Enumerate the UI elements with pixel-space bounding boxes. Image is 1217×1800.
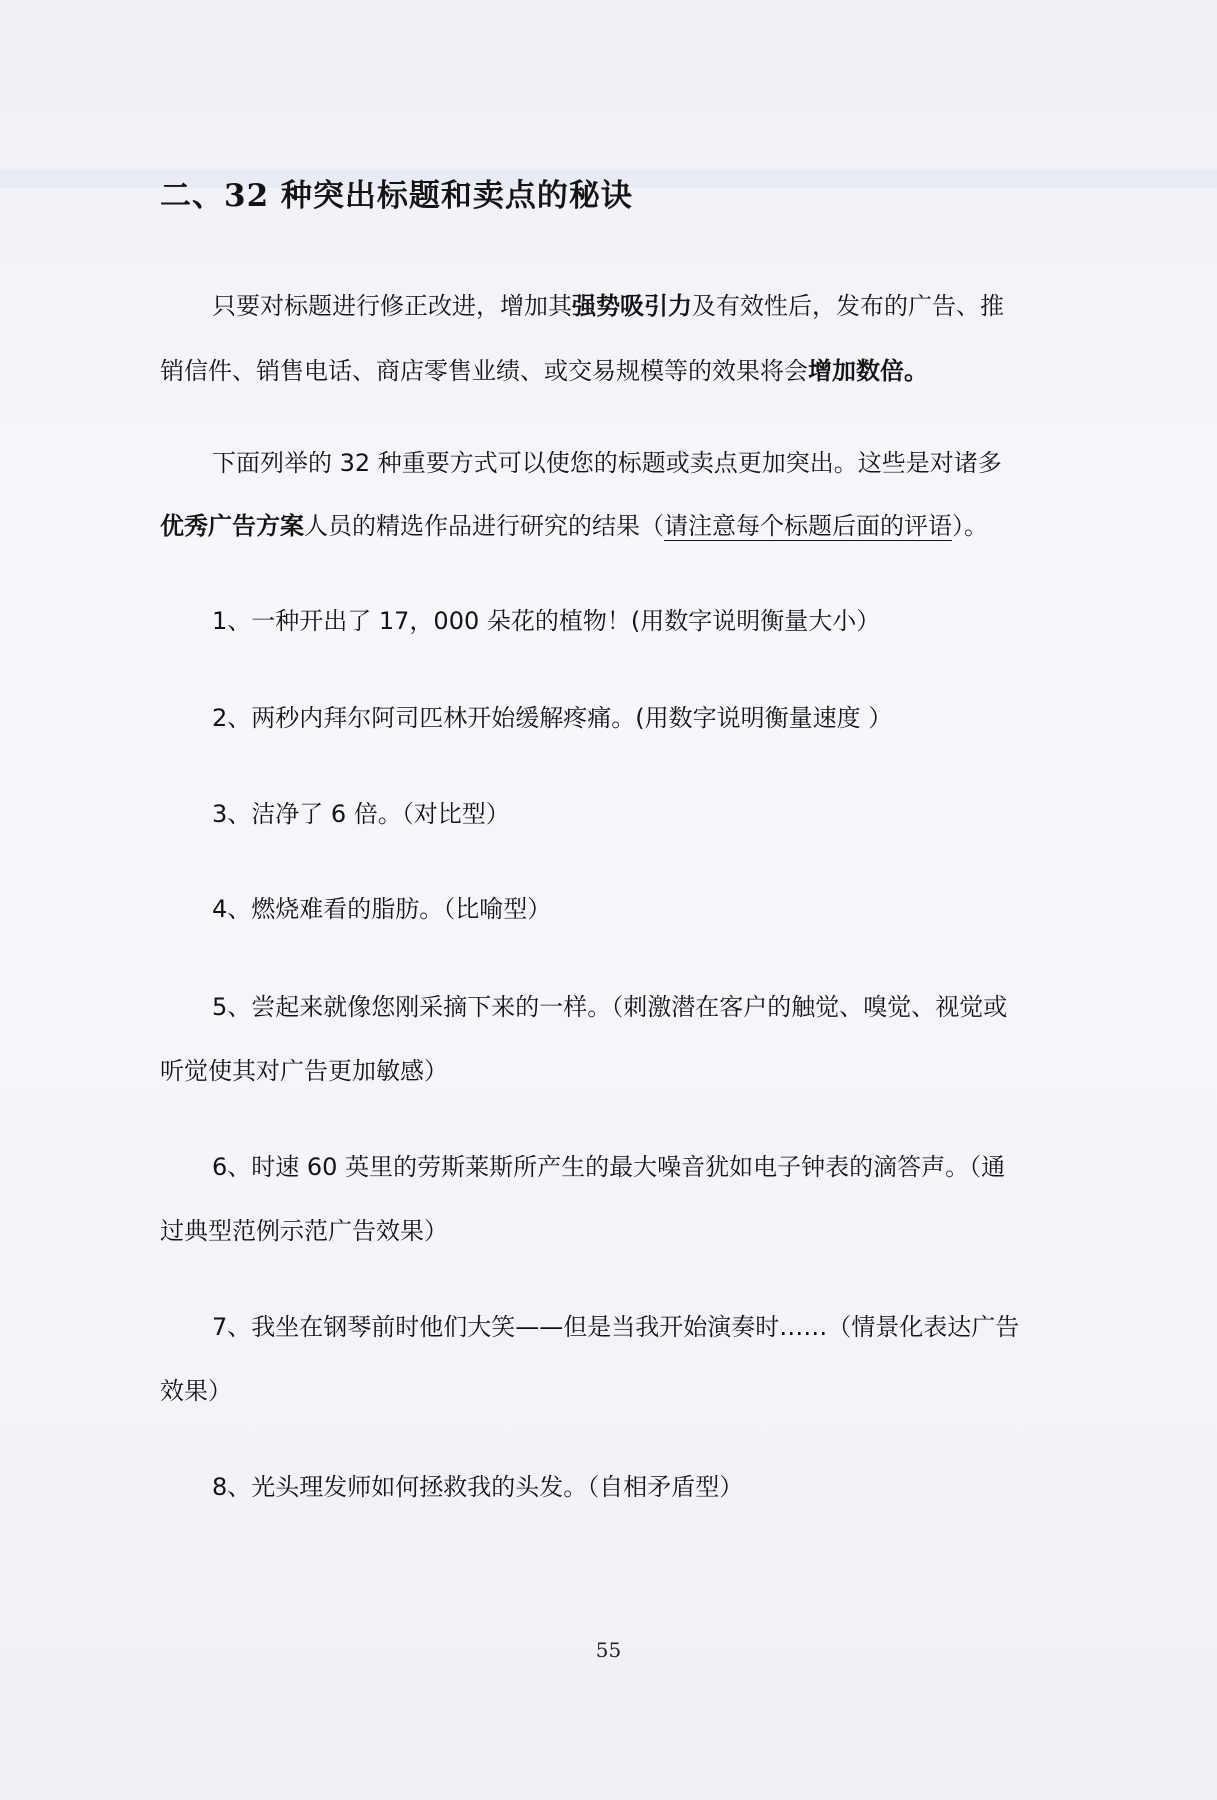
list-item-continuation: 过典型范例示范广告效果） <box>160 1217 448 1245</box>
bold-text: 优秀广告方案 <box>160 512 304 540</box>
underlined-text: 请注意每个标题后面的评语 <box>664 512 952 540</box>
paragraph-2-line-1: 下面列举的 32 种重要方式可以使您的标题或卖点更加突出。这些是对诸多 <box>212 449 1002 477</box>
item-text: 6、时速 60 英里的劳斯莱斯所产生的最大噪音犹如电子钟表的滴答声。 <box>212 1153 970 1181</box>
text-span: 只要对标题进行修正改进，增加其 <box>212 292 572 320</box>
list-item <box>212 701 1080 735</box>
item-note: (用数字说明衡量大小） <box>630 607 881 635</box>
item-note: （比喻型） <box>443 895 552 923</box>
item-note: （刺激潜在客户的触觉、嗅觉、视觉或 <box>611 993 1008 1021</box>
list-item-continuation: 效果） <box>160 1377 232 1405</box>
item-note: （情景化表达广告 <box>827 1313 1020 1341</box>
list-item <box>212 1310 1080 1344</box>
list-item <box>212 1470 1080 1504</box>
section-heading: 二、32 种突出标题和卖点的秘诀 <box>160 178 633 214</box>
item-text: 3、洁净了 6 倍。 <box>212 800 402 828</box>
page-number: 55 <box>595 1638 622 1662</box>
list-item <box>212 990 1080 1024</box>
list-item <box>212 604 1080 638</box>
list-item <box>212 1150 1080 1184</box>
paragraph-1-line-1 <box>212 289 1080 323</box>
text-span: 销信件、销售电话、商店零售业绩、或交易规模等的效果将会 <box>160 357 808 385</box>
list-item <box>212 892 1080 926</box>
text-span: 人员的精选作品进行研究的结果（ <box>304 512 664 540</box>
item-text: 8、光头理发师如何拯救我的头发。 <box>212 1473 588 1501</box>
item-note: (用数字说明衡量速度 ） <box>635 704 893 732</box>
item-text: 5、尝起来就像您刚采摘下来的一样。 <box>212 993 612 1021</box>
text-span: 及有效性后，发布的广告、推 <box>692 292 1004 320</box>
paragraph-1-line-2 <box>160 354 1080 388</box>
item-text: 7、我坐在钢琴前时他们大笑——但是当我开始演奏时…… <box>212 1313 828 1341</box>
item-text: 2、两秒内拜尔阿司匹林开始缓解疼痛。 <box>212 704 636 732</box>
list-item <box>212 797 1080 831</box>
item-note: （通 <box>969 1153 1006 1181</box>
text-span: ）。 <box>952 512 988 540</box>
item-note: （对比型） <box>401 800 510 828</box>
item-text: 4、燃烧难看的脂肪。 <box>212 895 444 923</box>
list-item-continuation: 听觉使其对广告更加敏感） <box>160 1057 448 1085</box>
paragraph-2-line-2 <box>160 509 1080 543</box>
bold-text: 增加数倍。 <box>808 357 928 385</box>
item-note: （自相矛盾型） <box>587 1473 744 1501</box>
item-text: 1、一种开出了 17，000 朵花的植物！ <box>212 607 631 635</box>
bold-text: 强势吸引力 <box>572 292 692 320</box>
